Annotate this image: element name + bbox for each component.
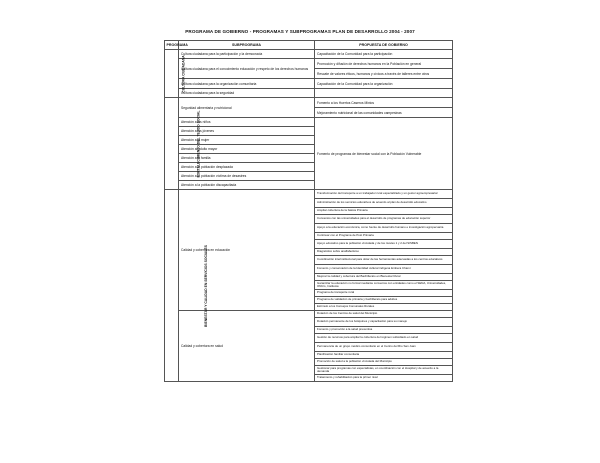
subprograma-cell: Atención a la población víctima de desastres bbox=[179, 172, 315, 181]
propuesta-cell: Coordinación interinstitucional para dotar de las herramientas adecuadas a los centros educativos bbox=[315, 256, 453, 265]
subprograma-cell: Cultura ciudadana para la participación y la democracia bbox=[179, 50, 315, 59]
header-programa: PROGRAMA bbox=[165, 41, 179, 50]
subprograma-cell: Cultura ciudadana para el conocimiento educación y respeto de los derechos humanos bbox=[179, 59, 315, 79]
propuesta-cell: Dotación permanente de los botiquines y capacitación para su manejo bbox=[315, 318, 453, 327]
propuesta-cell: Continuar con el Programa de Post Primaria bbox=[315, 233, 453, 240]
propuesta-cell: Convenios con las universidades para el desarrollo de programas de educación superior bbox=[315, 215, 453, 224]
propuesta-cell: Fomento y conservación de la Identidad cultural indígena Embera Chamí bbox=[315, 265, 453, 274]
propuesta-cell: Capacitación de la Comunidad para la organización bbox=[315, 79, 453, 89]
plan-table bbox=[164, 40, 453, 382]
table-header-row bbox=[165, 41, 453, 50]
propuesta-cell: Fomento de programas de bienestar social con la Población Vulnerable bbox=[315, 118, 453, 190]
table-row bbox=[165, 79, 453, 89]
programa-cell: CULTURA CIUDADANA bbox=[165, 50, 179, 98]
propuesta-cell: Apoyo educativo para la población vinculada y de los niveles 1 y 2 del SISBEN bbox=[315, 240, 453, 249]
header-subprograma: SUBPROGRAMA bbox=[179, 41, 315, 50]
propuesta-cell: Promoción de salud a la población vinculada del Municipio bbox=[315, 359, 453, 366]
table-row bbox=[165, 50, 453, 59]
propuesta-cell: Capacitación de la Comunidad para la participación bbox=[315, 50, 453, 59]
subprograma-cell: Atención a la mujer bbox=[179, 136, 315, 145]
subprograma-cell: Seguridad alimentaria y nutricional bbox=[179, 98, 315, 118]
propuesta-cell: Garantizar la educación no formal mediante convenios con entidades como el SENA, Universidades, ONG's, Institutos bbox=[315, 281, 453, 290]
header-propuesta: PROPUESTA DE GOBIERNO bbox=[315, 41, 453, 50]
propuesta-cell: Transformación del transporte a un trabajador rural especializado y un gestor agroempresarial bbox=[315, 190, 453, 199]
subprograma-cell: Atención a la familia bbox=[179, 154, 315, 163]
propuesta-cell bbox=[315, 89, 453, 98]
propuesta-cell: Tratamiento y rehabilitación para la primer nivel bbox=[315, 375, 453, 382]
propuesta-cell: Rescate de valores éticos, humanos y cívicos a través de talleres entre otros bbox=[315, 69, 453, 79]
propuesta-cell: Diagnóstico sobre analfabetismo bbox=[315, 249, 453, 256]
subprograma-cell: Cultura ciudadana para la organización comunitaria bbox=[179, 79, 315, 89]
programa-cell: FORTALECIMIENTO DEL TEJIDO SOCIAL bbox=[165, 98, 179, 190]
propuesta-cell: Promoción y difusión de derechos humanos en la Población en general bbox=[315, 59, 453, 69]
propuesta-cell: Fomento a los Huertos Caseros Mixtos bbox=[315, 98, 453, 108]
propuesta-cell: Administración de los servicios educativos de acuerdo al plan de desarrollo educativo bbox=[315, 199, 453, 208]
propuesta-cell: Ampliar cobertura de la básica Primaria bbox=[315, 208, 453, 215]
propuesta-cell: Permanencia de un grupo médico comunitario en el Centro del Río San Juan bbox=[315, 343, 453, 352]
propuesta-cell: Mejoramiento nutricional de las comunidades campesinas bbox=[315, 108, 453, 118]
table-row bbox=[165, 118, 453, 127]
table-row bbox=[165, 89, 453, 98]
propuesta-cell: Gestión de recursos para ampliar la cobertura del régimen subsidiado en salud bbox=[315, 334, 453, 343]
subprograma-cell: Atención a los niños bbox=[179, 118, 315, 127]
table-row bbox=[165, 190, 453, 199]
programa-cell: BIENESTAR Y CALIDAD EN SERVICIOS SOCIALES bbox=[165, 190, 179, 382]
table-row bbox=[165, 59, 453, 69]
table-row bbox=[165, 98, 453, 108]
subprograma-cell: Atención al adulto mayor bbox=[179, 145, 315, 154]
propuesta-cell: Programa de transporte rural bbox=[315, 290, 453, 297]
subprograma-cell: Atención a la población desplazada bbox=[179, 163, 315, 172]
propuesta-cell: Gestionar para programas con especialistas, en coordinación con el Hospital y de acuerdo a la demanda bbox=[315, 366, 453, 375]
propuesta-cell: Mejorar la calidad y cobertura del Bachillerato en Bienestar Rural bbox=[315, 274, 453, 281]
subprograma-cell: Atención a los jóvenes bbox=[179, 127, 315, 136]
subprograma-cell: Calidad y cobertura en educación bbox=[179, 190, 315, 311]
propuesta-cell: Estímulo a los Consejos Comunales Rurales bbox=[315, 304, 453, 311]
propuesta-cell: Apoyo a la educación económica, como fuente de desarrollo humano e investigación agropecuaria bbox=[315, 224, 453, 233]
propuesta-cell: Planificación familiar comunitaria bbox=[315, 352, 453, 359]
subprograma-cell: Cultura ciudadana para la seguridad bbox=[179, 89, 315, 98]
document-title: PROGRAMA DE GOBIERNO - PROGRAMAS Y SUBPROGRAMAS PLAN DE DESARROLLO 2004 - 2007 bbox=[185, 29, 415, 34]
propuesta-cell: Dotación de los Centros de salud del Municipio bbox=[315, 311, 453, 318]
propuesta-cell: Programa de validación de primaria y bachillerato para adultos bbox=[315, 297, 453, 304]
subprograma-cell: Atención a la población discapacitada bbox=[179, 181, 315, 190]
propuesta-cell: Fomento y promoción a la salud preventiva bbox=[315, 327, 453, 334]
subprograma-cell: Calidad y cobertura en salud bbox=[179, 311, 315, 382]
